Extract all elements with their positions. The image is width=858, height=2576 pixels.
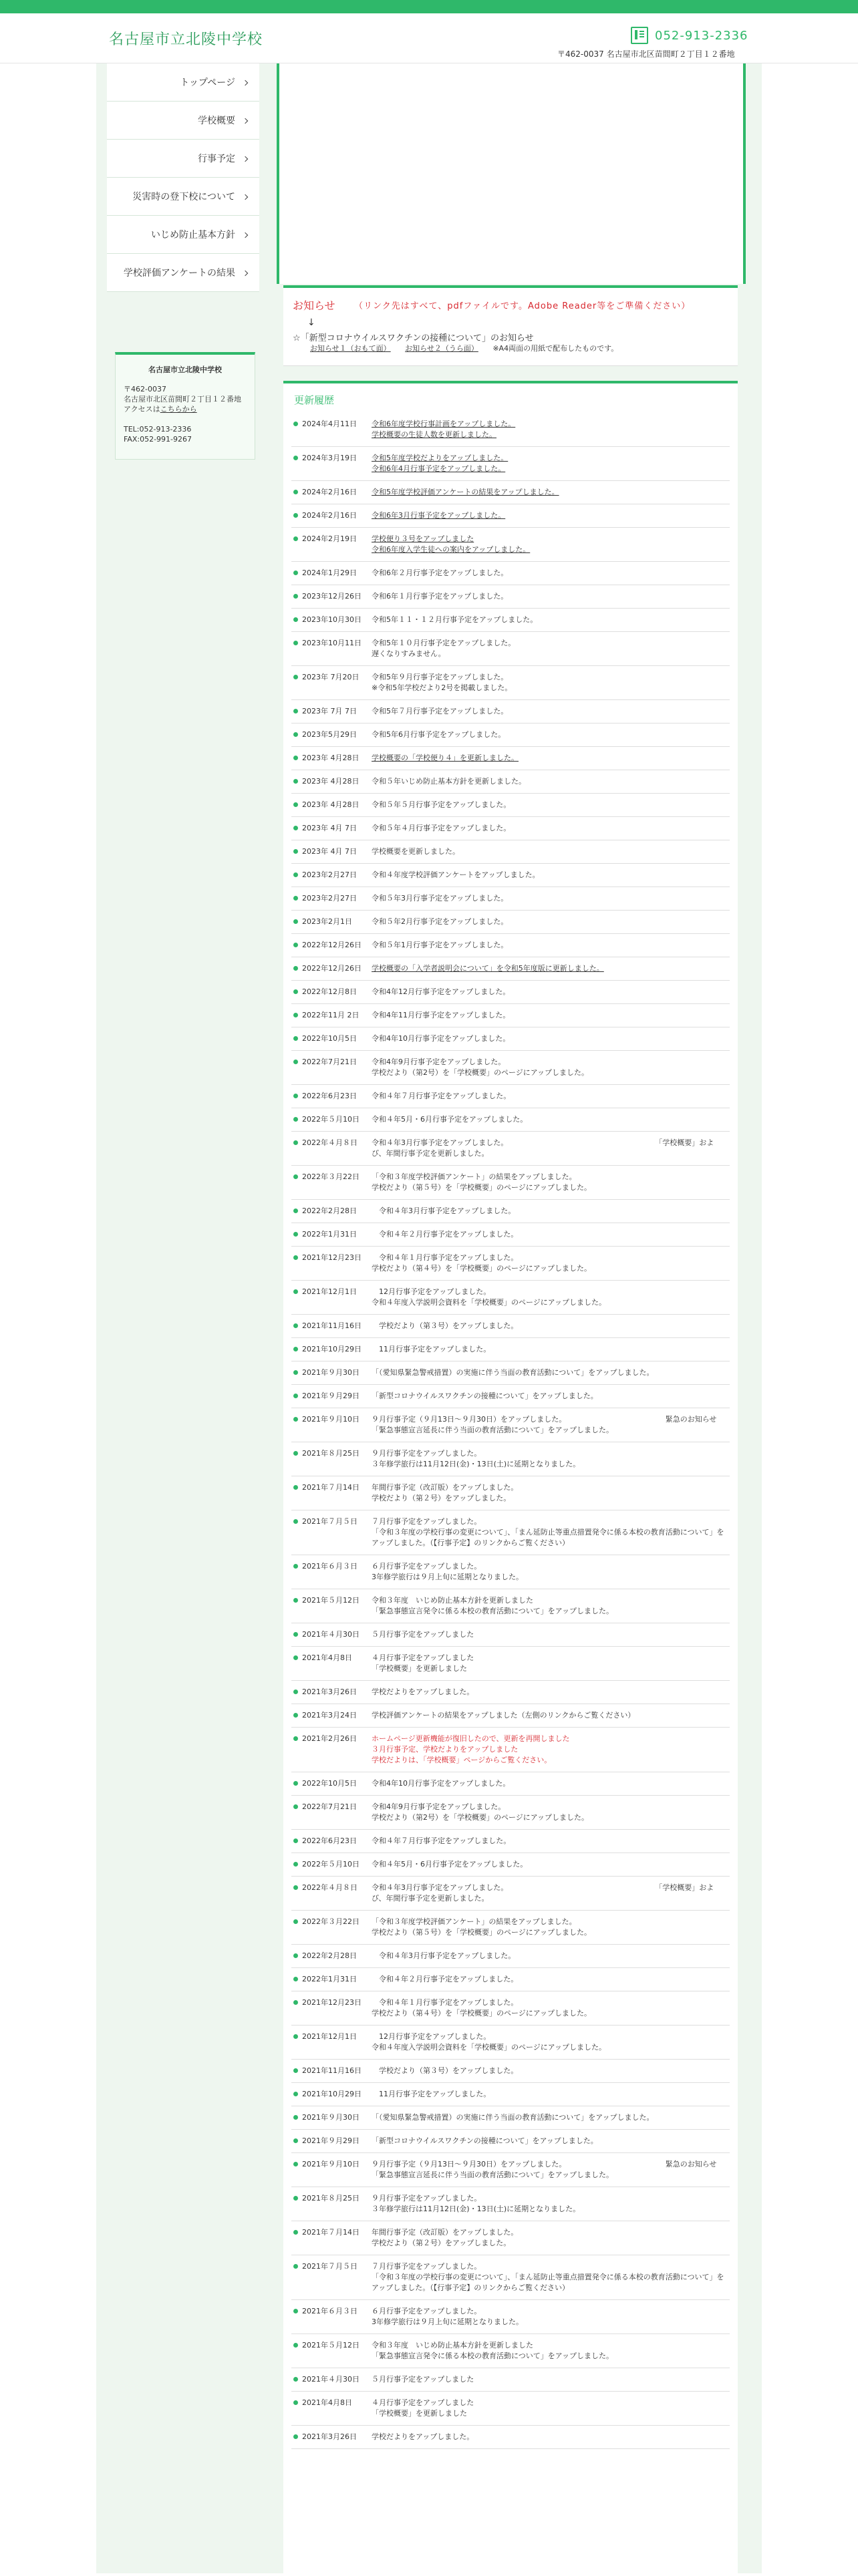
update-link[interactable]: 令和5年度学校評価アンケートの結果をアップしました。 bbox=[372, 488, 559, 496]
update-date: 2021年９月29日 bbox=[291, 2136, 372, 2146]
sidebar-item-label: 行事予定 bbox=[198, 154, 235, 164]
update-row bbox=[291, 2083, 730, 2106]
update-row bbox=[291, 1877, 730, 1911]
update-text: 「（愛知県緊急警戒措置）の実施に伴う当面の教育活動について」をアップしました。 bbox=[372, 2113, 654, 2122]
update-text: 令和５年3月行事予定をアップしました。 bbox=[372, 894, 509, 903]
notice-link-back[interactable]: お知らせ２（うら面） bbox=[405, 344, 478, 353]
update-date: 2022年1月31日 bbox=[291, 1974, 372, 1985]
update-row bbox=[291, 1281, 730, 1315]
update-date: 2021年７月14日 bbox=[291, 1482, 372, 1504]
update-row bbox=[291, 504, 730, 528]
update-date: 2024年2月16日 bbox=[291, 510, 372, 521]
update-text: 令和４年3月行事予定をアップしました。 「学校概要」および、年間行事予定を更新しました。 bbox=[372, 1138, 714, 1158]
update-text: 令和４年１月行事予定をアップしました。 学校だより（第４号）を「学校概要」のページにアップしました。 bbox=[372, 1998, 592, 2018]
sidebar-item-overview[interactable] bbox=[107, 102, 259, 140]
hero-image-area bbox=[277, 63, 746, 284]
update-row bbox=[291, 770, 730, 794]
update-link[interactable]: 令和6年度学校行事計画をアップしました。 学校概要の生徒人数を更新しました。 bbox=[372, 420, 516, 439]
update-row bbox=[291, 2153, 730, 2187]
update-text: 令和４年７月行事予定をアップしました。 bbox=[372, 1092, 511, 1100]
update-text: 学校だよりをアップしました。 bbox=[372, 2432, 474, 2441]
update-date: 2021年４月30日 bbox=[291, 1629, 372, 1640]
update-row bbox=[291, 1385, 730, 1408]
update-text: 令和４年１月行事予定をアップしました。 学校だより（第４号）を「学校概要」のページにアップしました。 bbox=[372, 1253, 592, 1273]
school-tel: TEL:052-913-2336 bbox=[124, 425, 192, 434]
update-row bbox=[291, 723, 730, 747]
update-text: ６月行事予定をアップしました。 3年修学旅行は９月上旬に延期となりました。 bbox=[372, 2307, 523, 2326]
update-text: 令和4年9月行事予定をアップしました。 学校だより（第2号）を「学校概要」のページにアップしました。 bbox=[372, 1058, 589, 1077]
update-date: 2022年４月８日 bbox=[291, 1138, 372, 1159]
update-date: 2023年 4月28日 bbox=[291, 800, 372, 810]
update-date: 2021年６月３日 bbox=[291, 2306, 372, 2327]
update-text: 令和５年2月行事予定をアップしました。 bbox=[372, 917, 509, 926]
update-date: 2021年4月8日 bbox=[291, 1653, 372, 1674]
sidebar-item-survey-results[interactable] bbox=[107, 254, 259, 292]
update-text: 令和５年５月行事予定をアップしました。 bbox=[372, 800, 511, 809]
update-row bbox=[291, 817, 730, 840]
update-date: 2021年12月23日 bbox=[291, 1253, 372, 1274]
update-row bbox=[291, 1991, 730, 2026]
update-text: ７月行事予定をアップしました。 「令和３年度の学校行事の変更について」、「まん延防止等重点措置発令に係る本校の教育活動について」をアップしました。（【行事予定】のリンクからご覧ください） bbox=[372, 2262, 724, 2292]
update-row bbox=[291, 1315, 730, 1338]
update-row bbox=[291, 585, 730, 609]
update-text: 12月行事予定をアップしました。 令和４年度入学説明会資料を「学校概要」のページにアップしました。 bbox=[372, 1287, 607, 1307]
update-text: 令和４年７月行事予定をアップしました。 bbox=[372, 1836, 511, 1845]
notice-note: ※A4両面の用紙で配布したものです。 bbox=[492, 344, 619, 353]
update-row bbox=[291, 2026, 730, 2060]
update-date: 2022年10月5日 bbox=[291, 1778, 372, 1789]
update-text: ６月行事予定をアップしました。 3年修学旅行は９月上旬に延期となりました。 bbox=[372, 1562, 523, 1581]
update-text: 学校だより（第３号）をアップしました。 bbox=[372, 2066, 519, 2075]
update-row bbox=[291, 1132, 730, 1166]
update-row bbox=[291, 2106, 730, 2130]
update-date: 2021年4月8日 bbox=[291, 2398, 372, 2419]
update-text: 令和6年１月行事予定をアップしました。 bbox=[372, 592, 509, 601]
sidebar-item-top[interactable] bbox=[107, 63, 259, 102]
update-row bbox=[291, 2334, 730, 2368]
update-row bbox=[291, 1589, 730, 1623]
update-link[interactable]: 令和6年3月行事予定をアップしました。 bbox=[372, 511, 506, 520]
update-text: 令和4年10月行事予定をアップしました。 bbox=[372, 1034, 511, 1043]
update-date: 2021年3月24日 bbox=[291, 1710, 372, 1721]
school-info-box bbox=[115, 352, 255, 460]
update-text: ９月行事予定をアップしました。 ３年修学旅行は11月12日(金)・13日(土)に延期となりました。 bbox=[372, 1449, 581, 1468]
update-row bbox=[291, 1647, 730, 1681]
update-text: 年間行事予定（改訂版）をアップしました。 学校だより（第２号）をアップしました。 bbox=[372, 2228, 519, 2247]
update-row bbox=[291, 887, 730, 911]
update-text: 令和5年１０月行事予定をアップしました。 遅くなりすみません。 bbox=[372, 639, 516, 658]
sidebar-item-label: 災害時の登下校について bbox=[132, 192, 235, 202]
sidebar-item-label: 学校概要 bbox=[198, 116, 235, 126]
update-text: 11月行事予定をアップしました。 bbox=[372, 2090, 491, 2098]
update-text: 令和５年４月行事予定をアップしました。 bbox=[372, 824, 511, 832]
update-row bbox=[291, 2187, 730, 2221]
notice-links bbox=[310, 343, 630, 353]
update-text: 年間行事予定（改訂版）をアップしました。 学校だより（第２号）をアップしました。 bbox=[372, 1483, 519, 1502]
update-row bbox=[291, 840, 730, 864]
update-text: 令和4年11月行事予定をアップしました。 bbox=[372, 1011, 511, 1019]
update-row bbox=[291, 1830, 730, 1853]
update-date: 2021年５月12日 bbox=[291, 1595, 372, 1617]
update-row bbox=[291, 700, 730, 723]
update-text: 12月行事予定をアップしました。 令和４年度入学説明会資料を「学校概要」のページにアップしました。 bbox=[372, 2032, 607, 2052]
update-row bbox=[291, 1555, 730, 1589]
update-date: 2021年3月26日 bbox=[291, 2432, 372, 2442]
sidebar-item-disaster[interactable] bbox=[107, 178, 259, 216]
update-row bbox=[291, 911, 730, 934]
update-link[interactable]: 令和5年度学校だよりをアップしました。 令和6年4月行事予定をアップしました。 bbox=[372, 454, 509, 473]
update-text: 「新型コロナウイルスワクチンの接種について」をアップしました。 bbox=[372, 2136, 598, 2145]
update-row bbox=[291, 1338, 730, 1361]
update-date: 2024年2月16日 bbox=[291, 487, 372, 498]
update-row bbox=[291, 1623, 730, 1647]
update-date: 2021年11月16日 bbox=[291, 1321, 372, 1331]
update-text: 令和４年3月行事予定をアップしました。 bbox=[372, 1951, 516, 1960]
update-row bbox=[291, 2368, 730, 2392]
school-box-body bbox=[116, 375, 255, 444]
update-text: 令和４年２月行事予定をアップしました。 bbox=[372, 1230, 519, 1239]
update-row bbox=[291, 1051, 730, 1085]
update-text: 令和５年いじめ防止基本方針を更新しました。 bbox=[372, 777, 526, 786]
update-date: 2021年９月30日 bbox=[291, 1367, 372, 1378]
update-text: ７月行事予定をアップしました。 「令和３年度の学校行事の変更について」、「まん延防止等重点措置発令に係る本校の教育活動について」をアップしました。（【行事予定】のリンクからご覧ください） bbox=[372, 1517, 724, 1547]
update-row bbox=[291, 1772, 730, 1796]
update-text: 令和5年７月行事予定をアップしました。 bbox=[372, 707, 509, 715]
update-text: 令和5年１１・１２月行事予定をアップしました。 bbox=[372, 615, 538, 624]
update-text: 学校だより（第３号）をアップしました。 bbox=[372, 1321, 519, 1330]
update-date: 2022年1月31日 bbox=[291, 1229, 372, 1240]
update-row bbox=[291, 2130, 730, 2153]
update-text: 学校だよりをアップしました。 bbox=[372, 1687, 474, 1696]
update-date: 2023年10月30日 bbox=[291, 615, 372, 625]
update-date: 2024年4月11日 bbox=[291, 419, 372, 440]
update-date: 2021年７月14日 bbox=[291, 2227, 372, 2249]
update-row bbox=[291, 1166, 730, 1200]
update-row bbox=[291, 747, 730, 770]
update-date: 2021年５月12日 bbox=[291, 2340, 372, 2362]
down-arrow-icon: ↓ bbox=[307, 317, 315, 328]
update-row bbox=[291, 1728, 730, 1772]
sidebar-item-label: いじめ防止基本方針 bbox=[151, 230, 235, 240]
update-row bbox=[291, 2300, 730, 2334]
update-row bbox=[291, 957, 730, 981]
update-date: 2023年2月27日 bbox=[291, 870, 372, 880]
update-link[interactable]: 学校概要の「学校便り４」を更新しました。 bbox=[372, 754, 519, 762]
header-address: 〒462-0037 名古屋市北区苗間町２丁目１２番地 bbox=[557, 49, 735, 59]
update-date: 2023年2月1日 bbox=[291, 917, 372, 927]
update-row bbox=[291, 1085, 730, 1108]
update-date: 2023年5月29日 bbox=[291, 730, 372, 740]
update-row bbox=[291, 1361, 730, 1385]
update-history-title: 更新履歴 bbox=[294, 394, 335, 406]
update-date: 2022年6月23日 bbox=[291, 1091, 372, 1102]
update-text: 令和５年1月行事予定をアップしました。 bbox=[372, 941, 509, 949]
update-date: 2021年10月29日 bbox=[291, 2089, 372, 2100]
update-row bbox=[291, 1223, 730, 1247]
update-date: 2021年９月10日 bbox=[291, 2159, 372, 2181]
update-date: 2023年 4月 7日 bbox=[291, 823, 372, 834]
update-date: 2022年7月21日 bbox=[291, 1057, 372, 1078]
update-row bbox=[291, 1796, 730, 1830]
notice-link-front[interactable]: お知らせ１（おもて面） bbox=[310, 344, 391, 353]
update-text: 令和４年3月行事予定をアップしました。 「学校概要」および、年間行事予定を更新しました。 bbox=[372, 1883, 714, 1903]
update-date: 2022年３月22日 bbox=[291, 1917, 372, 1938]
update-text: 「令和３年度学校評価アンケート」の結果をアップしました。 学校だより（第５号）を「学校概要」のページにアップしました。 bbox=[372, 1172, 592, 1192]
sidebar-item-label: トップページ bbox=[180, 77, 235, 88]
update-row bbox=[291, 1027, 730, 1051]
update-text: ９月行事予定をアップしました。 ３年修学旅行は11月12日(金)・13日(土)に延期となりました。 bbox=[372, 2194, 581, 2213]
update-list bbox=[291, 413, 730, 2449]
update-text: ４月行事予定をアップしました 「学校概要」を更新しました bbox=[372, 1653, 474, 1673]
update-link[interactable]: 学校便り３号をアップしました 令和6年度入学生徒への案内をアップしました。 bbox=[372, 534, 531, 554]
update-text: 令和4年10月行事予定をアップしました。 bbox=[372, 1779, 511, 1788]
update-text: 「（愛知県緊急警戒措置）の実施に伴う当面の教育活動について」をアップしました。 bbox=[372, 1368, 654, 1377]
update-date: 2021年８月25日 bbox=[291, 2193, 372, 2215]
update-text: 令和4年12月行事予定をアップしました。 bbox=[372, 987, 511, 996]
update-text: 11月行事予定をアップしました。 bbox=[372, 1345, 491, 1353]
school-fax: FAX:052-991-9267 bbox=[124, 435, 192, 444]
school-access: アクセスはこちらから bbox=[124, 405, 197, 414]
update-text: ９月行事予定（９月13日～９月30日）をアップしました。 緊急のお知らせ「緊急事態宣言延長に伴う当面の教育活動について」をアップしました。 bbox=[372, 1415, 717, 1434]
school-box-title: 名古屋市立北陵中学校 bbox=[148, 365, 222, 374]
update-row bbox=[291, 2221, 730, 2255]
update-date: 2022年6月23日 bbox=[291, 1836, 372, 1846]
update-row bbox=[291, 864, 730, 887]
update-date: 2021年11月16日 bbox=[291, 2066, 372, 2076]
update-text: ホームページ更新機能が復旧したので、更新を再開しました ３月行事予定、学校だよりをアップしました 学校だよりは、「学校概要」ページからご覧ください。 bbox=[372, 1734, 570, 1764]
update-date: 2022年2月28日 bbox=[291, 1951, 372, 1961]
update-text: 令和４年5月・6月行事予定をアップしました。 bbox=[372, 1860, 528, 1869]
notice-vaccine-line: ☆「新型コロナウイルスワクチンの接種について」のお知らせ bbox=[293, 333, 534, 343]
update-history bbox=[283, 381, 738, 2576]
sidebar-item-bullying-policy[interactable] bbox=[107, 216, 259, 254]
update-date: 2021年６月３日 bbox=[291, 1561, 372, 1583]
update-date: 2021年７月５日 bbox=[291, 2261, 372, 2293]
update-row bbox=[291, 1853, 730, 1877]
update-row bbox=[291, 666, 730, 700]
update-date: 2021年８月25日 bbox=[291, 1448, 372, 1470]
update-date: 2021年10月29日 bbox=[291, 1344, 372, 1355]
update-link[interactable]: 学校概要の「入学者説明会について」を令和5年度版に更新しました。 bbox=[372, 964, 604, 973]
update-row bbox=[291, 1247, 730, 1281]
update-date: 2024年3月19日 bbox=[291, 453, 372, 474]
site-header bbox=[0, 13, 858, 63]
update-row bbox=[291, 2255, 730, 2300]
update-row bbox=[291, 1704, 730, 1728]
update-text: ４月行事予定をアップしました 「学校概要」を更新しました bbox=[372, 2398, 474, 2418]
update-date: 2021年2月26日 bbox=[291, 1734, 372, 1766]
update-date: 2021年９月29日 bbox=[291, 1391, 372, 1402]
update-date: 2023年 4月 7日 bbox=[291, 846, 372, 857]
update-date: 2022年３月22日 bbox=[291, 1172, 372, 1193]
update-date: 2021年12月23日 bbox=[291, 1997, 372, 2019]
update-date: 2023年 7月20日 bbox=[291, 672, 372, 693]
notice-box bbox=[283, 285, 738, 366]
update-date: 2021年12月1日 bbox=[291, 1287, 372, 1308]
update-date: 2022年12月8日 bbox=[291, 987, 372, 997]
phone-number: 052-913-2336 bbox=[655, 28, 748, 43]
update-row bbox=[291, 794, 730, 817]
phone-block bbox=[631, 27, 748, 44]
update-row bbox=[291, 1945, 730, 1968]
update-text: 令和３年度 いじめ防止基本方針を更新しました 「緊急事態宣言発令に係る本校の教育活動について」をアップしました。 bbox=[372, 2341, 614, 2360]
sidebar-nav bbox=[107, 63, 259, 292]
school-postal: 〒462-0037 bbox=[124, 385, 166, 393]
update-text: 令和5年９月行事予定をアップしました。 ※令和5年学校だより2号を掲載しました。 bbox=[372, 673, 513, 692]
update-date: 2023年2月27日 bbox=[291, 893, 372, 904]
update-row bbox=[291, 1108, 730, 1132]
update-row bbox=[291, 1510, 730, 1555]
update-date: 2022年４月８日 bbox=[291, 1883, 372, 1904]
sidebar-item-schedule[interactable] bbox=[107, 140, 259, 178]
update-row bbox=[291, 1476, 730, 1510]
update-row bbox=[291, 413, 730, 447]
update-row bbox=[291, 1911, 730, 1945]
update-date: 2024年2月19日 bbox=[291, 534, 372, 555]
update-date: 2023年 4月28日 bbox=[291, 776, 372, 787]
update-date: 2022年５月10日 bbox=[291, 1859, 372, 1870]
update-text: 学校概要を更新しました。 bbox=[372, 847, 460, 856]
access-link[interactable]: こちらから bbox=[160, 405, 197, 414]
update-date: 2023年10月11日 bbox=[291, 638, 372, 659]
update-date: 2022年12月26日 bbox=[291, 940, 372, 951]
building-icon bbox=[631, 27, 648, 44]
update-row bbox=[291, 1200, 730, 1223]
update-row bbox=[291, 981, 730, 1004]
update-row bbox=[291, 1968, 730, 1991]
update-row bbox=[291, 609, 730, 632]
update-text: ５月行事予定をアップしました bbox=[372, 1630, 474, 1639]
update-date: 2024年1月29日 bbox=[291, 568, 372, 579]
update-date: 2021年７月５日 bbox=[291, 1516, 372, 1549]
update-text: 学校評価アンケートの結果をアップしました（左側のリンクからご覧ください） bbox=[372, 1711, 635, 1720]
school-address: 名古屋市北区苗間町２丁目１２番地 bbox=[124, 395, 241, 404]
update-text: ９月行事予定（９月13日～９月30日）をアップしました。 緊急のお知らせ「緊急事態宣言延長に伴う当面の教育活動について」をアップしました。 bbox=[372, 2160, 717, 2179]
update-date: 2021年４月30日 bbox=[291, 2374, 372, 2385]
update-row bbox=[291, 2060, 730, 2083]
page-wrapper bbox=[96, 63, 762, 2573]
update-text: 「新型コロナウイルスワクチンの接種について」をアップしました。 bbox=[372, 1392, 598, 1400]
update-text: 令和4年9月行事予定をアップしました。 学校だより（第2号）を「学校概要」のページにアップしました。 bbox=[372, 1802, 589, 1822]
update-row bbox=[291, 934, 730, 957]
update-text: 令和４年２月行事予定をアップしました。 bbox=[372, 1975, 519, 1983]
update-row bbox=[291, 1004, 730, 1027]
update-text: ５月行事予定をアップしました bbox=[372, 2375, 474, 2384]
update-date: 2022年2月28日 bbox=[291, 1206, 372, 1217]
update-date: 2023年 7月 7日 bbox=[291, 706, 372, 717]
update-date: 2021年3月26日 bbox=[291, 1687, 372, 1698]
top-accent-bar bbox=[0, 0, 858, 13]
update-row bbox=[291, 632, 730, 666]
update-date: 2023年 4月28日 bbox=[291, 753, 372, 764]
update-row bbox=[291, 481, 730, 504]
update-text: 「令和３年度学校評価アンケート」の結果をアップしました。 学校だより（第５号）を「学校概要」のページにアップしました。 bbox=[372, 1917, 592, 1937]
notice-subtitle: （リンク先はすべて、pdfファイルです。Adobe Reader等をご準備ください） bbox=[354, 301, 691, 311]
notice-title: お知らせ bbox=[293, 299, 335, 312]
update-text: 令和４年5月・6月行事予定をアップしました。 bbox=[372, 1115, 528, 1124]
update-text: 令和３年度 いじめ防止基本方針を更新しました 「緊急事態宣言発令に係る本校の教育活動について」をアップしました。 bbox=[372, 1596, 614, 1615]
update-date: 2021年９月10日 bbox=[291, 1414, 372, 1436]
update-row bbox=[291, 2426, 730, 2449]
update-date: 2022年５月10日 bbox=[291, 1114, 372, 1125]
update-row bbox=[291, 1408, 730, 1442]
update-date: 2023年12月26日 bbox=[291, 591, 372, 602]
update-text: 令和４年度学校評価アンケートをアップしました。 bbox=[372, 870, 540, 879]
update-date: 2021年12月1日 bbox=[291, 2032, 372, 2053]
site-title[interactable]: 名古屋市立北陵中学校 bbox=[109, 31, 263, 48]
update-row bbox=[291, 1442, 730, 1476]
sidebar-item-label: 学校評価アンケートの結果 bbox=[123, 268, 235, 279]
update-text: 令和４年3月行事予定をアップしました。 bbox=[372, 1206, 516, 1215]
update-row bbox=[291, 528, 730, 562]
update-date: 2021年９月30日 bbox=[291, 2112, 372, 2123]
update-date: 2022年10月5日 bbox=[291, 1033, 372, 1044]
update-row bbox=[291, 447, 730, 481]
update-row bbox=[291, 562, 730, 585]
update-date: 2022年11月 2日 bbox=[291, 1010, 372, 1021]
update-row bbox=[291, 1681, 730, 1704]
update-text: 令和6年２月行事予定をアップしました。 bbox=[372, 569, 509, 577]
update-date: 2022年7月21日 bbox=[291, 1802, 372, 1823]
update-row bbox=[291, 2392, 730, 2426]
update-date: 2022年12月26日 bbox=[291, 963, 372, 974]
update-text: 令和5年6月行事予定をアップしました。 bbox=[372, 730, 506, 739]
